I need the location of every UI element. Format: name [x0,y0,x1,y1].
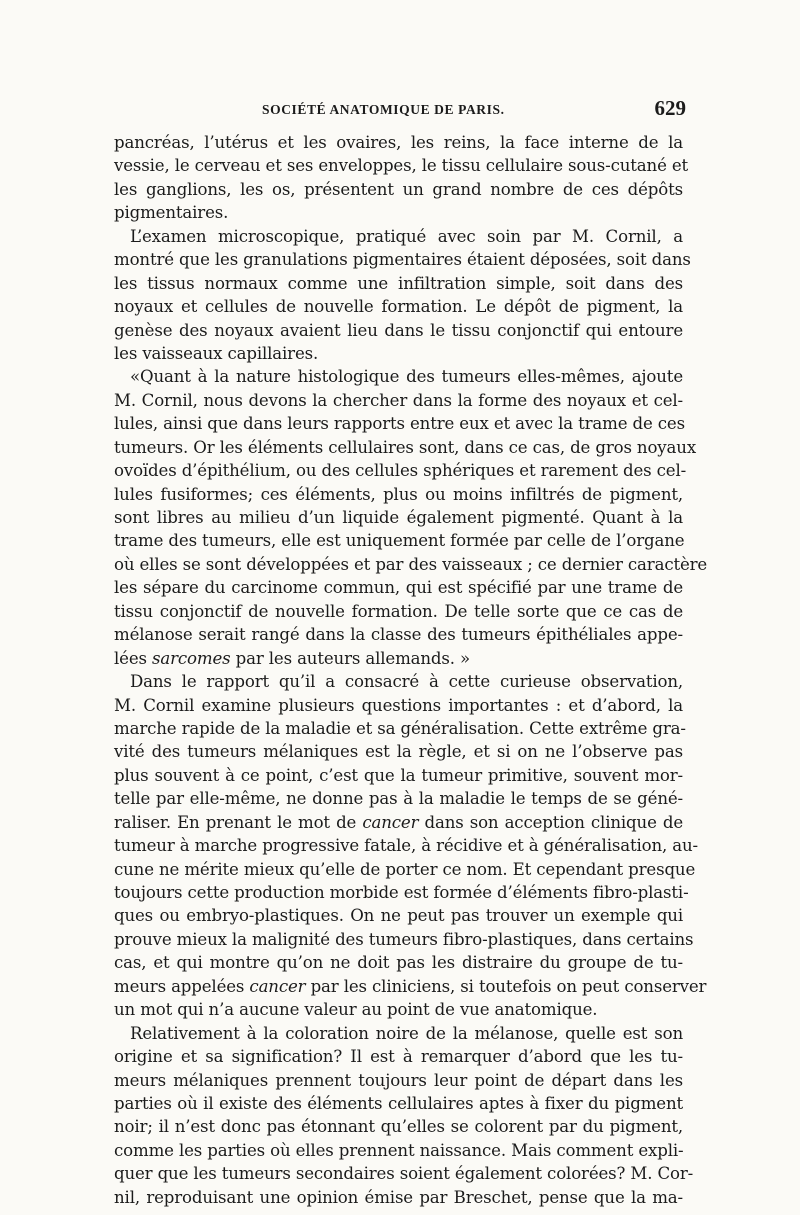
text-line: «Quant à la nature histologique des tumeurs elles-mêmes, ajoute [130,367,683,387]
text-line: pancréas, l’utérus et les ovaires, les reins, la face interne de la [114,133,683,152]
text-line: origine et sa signification? Il est à remarquer d’abord que les tu- [114,1047,683,1067]
text-line: prouve mieux la malignité des tumeurs fibro-plastiques, dans certains [114,929,694,949]
text-line: ques ou embryo-plastiques. On ne peut pas trouver un exemple qui [114,906,683,926]
text-line: noir; il n’est donc pas étonnant qu’elles se colorent par du pigment, [114,1117,683,1137]
text-line: plus souvent à ce point, c’est que la tumeur primitive, souvent mor- [114,765,683,785]
text-line: trame des tumeurs, elle est uniquement formée par celle de l’organe [114,531,685,551]
text-line: marche rapide de la maladie et sa généralisation. Cette extrême gra- [114,718,686,738]
text-line: nil, reproduisant une opinion émise par Breschet, pense que la ma- [114,1187,683,1207]
text-line: tumeur à marche progressive fatale, à récidive et à généralisation, au- [114,836,698,856]
page-header [112,96,690,126]
text-line: lules fusiformes; ces éléments, plus ou moins infiltrés de pigment, [114,484,683,504]
body-text [114,131,708,1209]
text-line: tissu conjonctif de nouvelle formation. De telle sorte que ce cas de [114,601,683,621]
text-line: L’examen microscopique, pratiqué avec soin par M. Cornil, a [130,226,683,246]
text-line: sont libres au milieu d’un liquide également pigmenté. Quant à la [114,508,683,527]
text-line: montré que les granulations pigmentaires étaient déposées, soit dans [114,250,691,270]
text-line: vessie, le cerveau et ses enveloppes, le tissu cellulaire sous-cutané et [114,156,689,176]
text-line: les vaisseaux capillaires. [114,343,319,363]
text-line: Dans le rapport qu’il a consacré à cette curieuse observation, [130,672,683,692]
text-line: où elles se sont développées et par des vaisseaux ; ce dernier caractère [114,554,708,574]
text-line: genèse des noyaux avaient lieu dans le tissu conjonctif qui entoure [114,320,683,340]
text-line: meurs mélaniques prennent toujours leur point de départ dans les [114,1070,683,1090]
text-line: tumeurs. Or les éléments cellulaires sont, dans ce cas, de gros noyaux [114,437,697,457]
text-line: cas, et qui montre qu’on ne doit pas les distraire du groupe de tu- [114,953,683,973]
text-line: lules, ainsi que dans leurs rapports entre eux et avec la trame de ces [114,414,685,434]
text-line: les ganglions, les os, présentent un grand nombre de ces dépôts [114,179,683,199]
text-line: vité des tumeurs mélaniques est la règle, et si on ne l’observe pas [114,742,683,762]
text-line: M. Cornil examine plusieurs questions importantes : et d’abord, la [114,695,683,715]
text-line: pigmentaires. [114,203,229,223]
text-line: toujours cette production morbide est formée d’éléments fibro-plasti- [114,883,689,902]
text-line: mélanose serait rangé dans la classe des tumeurs épithéliales appe- [114,625,683,645]
text-line: M. Cornil, nous devons la chercher dans la forme des noyaux et cel- [114,390,683,410]
text-line: quer que les tumeurs secondaires soient également colorées? M. Cor- [114,1164,694,1184]
text-line: Relativement à la coloration noire de la mélanose, quelle est son [130,1023,683,1043]
text-line: raliser. En prenant le mot de cancer dans son acception clinique de [114,812,683,832]
text-line: noyaux et cellules de nouvelle formation. Le dépôt de pigment, la [114,297,683,317]
text-line: cune ne mérite mieux qu’elle de porter ce nom. Et cependant presque [114,859,696,879]
page-number: 629 [654,96,686,120]
text-line: les tissus normaux comme une infiltration simple, soit dans des [114,273,683,293]
text-line: meurs appelées cancer par les cliniciens, si toutefois on peut conserver [114,976,707,996]
text-line: comme les parties où elles prennent naissance. Mais comment expli- [114,1140,684,1160]
text-line: ovoïdes d’épithélium, ou des cellules sphériques et rarement des cel- [114,461,687,481]
text-line: telle par elle-même, ne donne pas à la maladie le temps de se géné- [114,789,683,809]
text-line: lées sarcomes par les auteurs allemands. » [114,648,471,668]
running-head: SOCIÉTÉ ANATOMIQUE DE PARIS. [262,102,505,117]
text-line: un mot qui n’a aucune valeur au point de vue anatomique. [114,1000,598,1020]
text-line: les sépare du carcinome commun, qui est spécifié par une trame de [114,578,683,598]
text-line: parties où il existe des éléments cellulaires aptes à fixer du pigment [114,1093,683,1113]
